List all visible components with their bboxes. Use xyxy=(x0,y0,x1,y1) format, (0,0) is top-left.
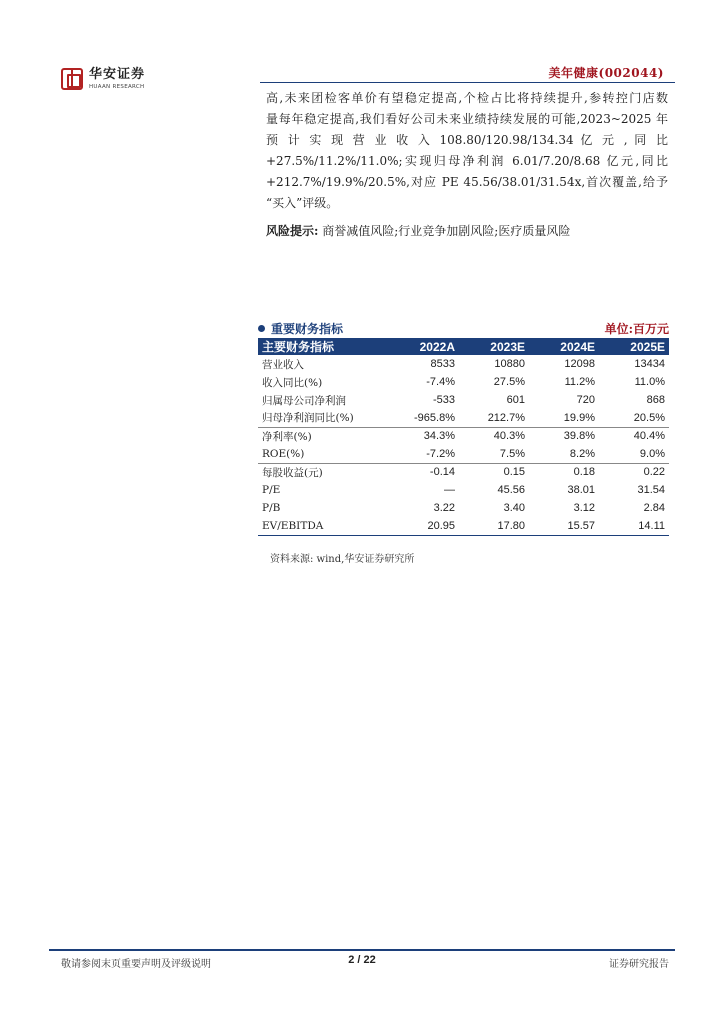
cell-value: 10880 xyxy=(494,358,525,370)
header-year: 2023E xyxy=(459,338,529,355)
table-row xyxy=(258,481,669,499)
cell-value: 2.84 xyxy=(643,502,665,514)
paragraph-line: 高,未来团检客单价有望稳定提高,个检占比将持续提升,参转控门店数 xyxy=(266,91,668,105)
row-label: P/E xyxy=(262,484,281,496)
row-label: EV/EBITDA xyxy=(258,517,389,535)
footer-report-type: 证券研究报告 xyxy=(609,959,669,970)
report-title: 美年健康(002044) xyxy=(548,66,664,80)
logo-mark-icon xyxy=(61,68,83,90)
cell-value: 40.4% xyxy=(633,430,665,443)
cell-value: 12098 xyxy=(564,358,595,370)
cell-value: -7.4% xyxy=(426,376,455,388)
body-paragraph xyxy=(266,88,668,214)
row-label: 每股收益(元) xyxy=(262,466,323,479)
row-label: 归母净利润同比(%) xyxy=(258,409,389,427)
table-row xyxy=(258,445,669,463)
cell-value: 8.2% xyxy=(529,445,599,463)
cell-value: 0.18 xyxy=(573,466,595,479)
table-row xyxy=(258,409,669,427)
row-label: 归属母公司净利润 xyxy=(262,394,346,407)
paragraph-line: “买入”评级。 xyxy=(266,196,339,210)
company-logo xyxy=(61,68,145,90)
cell-value: 0.22 xyxy=(643,466,665,479)
header-label: 主要财务指标 xyxy=(258,338,389,355)
header-divider xyxy=(260,82,675,83)
cell-value: 27.5% xyxy=(493,376,525,388)
row-label: 收入同比(%) xyxy=(262,376,323,389)
footer-disclaimer-note: 敬请参阅末页重要声明及评级说明 xyxy=(61,959,211,970)
cell-value: — xyxy=(444,484,455,496)
cell-value: -965.8% xyxy=(389,409,459,427)
paragraph-line: +27.5%/11.2%/11.0%;实现归母净利润 6.01/7.20/8.68 亿元,同比 xyxy=(266,154,668,168)
cell-value: 720 xyxy=(576,394,595,406)
cell-value: 601 xyxy=(506,394,525,406)
row-label: 净利率(%) xyxy=(262,430,312,443)
table-header-row xyxy=(258,338,669,355)
header-year: 2024E xyxy=(529,338,599,355)
table-row xyxy=(258,355,669,373)
logo-english-name: HUAAN RESEARCH xyxy=(89,84,145,90)
table-row xyxy=(258,499,669,517)
table-title: 重要财务指标 xyxy=(271,322,344,336)
row-label: P/B xyxy=(262,502,281,514)
cell-value: 3.22 xyxy=(433,502,455,514)
cell-value: 7.5% xyxy=(459,445,529,463)
cell-value: 14.11 xyxy=(599,517,669,535)
cell-value: 34.3% xyxy=(423,430,455,443)
cell-value: 17.80 xyxy=(459,517,529,535)
table-row xyxy=(258,517,669,535)
footer-divider xyxy=(49,949,675,951)
cell-value: 3.12 xyxy=(573,502,595,514)
cell-value: 38.01 xyxy=(567,484,595,496)
cell-value: 45.56 xyxy=(497,484,525,496)
row-label: 营业收入 xyxy=(262,358,304,371)
cell-value: 39.8% xyxy=(563,430,595,443)
risk-label: 风险提示: xyxy=(266,224,319,238)
cell-value: 15.57 xyxy=(529,517,599,535)
row-label: ROE(%) xyxy=(258,445,389,463)
table-source-note: 资料来源: wind,华安证券研究所 xyxy=(270,554,415,565)
table-row xyxy=(258,373,669,391)
financial-indicators-table xyxy=(258,338,669,536)
cell-value: 31.54 xyxy=(637,484,665,496)
table-row xyxy=(258,427,669,445)
risk-warning xyxy=(266,222,570,239)
table-caption-row xyxy=(258,320,669,337)
cell-value: 19.9% xyxy=(529,409,599,427)
cell-value: 868 xyxy=(646,394,665,406)
bullet-icon xyxy=(258,325,265,332)
logo-chinese-name: 华安证券 xyxy=(89,67,146,82)
page-number: 2 / 22 xyxy=(348,954,376,966)
table-row xyxy=(258,391,669,409)
cell-value: 20.95 xyxy=(389,517,459,535)
cell-value: 9.0% xyxy=(599,445,669,463)
header-year: 2022A xyxy=(389,338,459,355)
cell-value: 212.7% xyxy=(459,409,529,427)
cell-value: 40.3% xyxy=(493,430,525,443)
cell-value: 0.15 xyxy=(503,466,525,479)
paragraph-line: 预 计 实 现 营 业 收 入 108.80/120.98/134.34 亿 元 , 同 比 xyxy=(266,133,668,147)
cell-value: -7.2% xyxy=(389,445,459,463)
paragraph-line: 量每年稳定提高,我们看好公司未来业绩持续发展的可能,2023~2025 年 xyxy=(266,112,668,126)
risk-text: 商誉减值风险;行业竞争加剧风险;医疗质量风险 xyxy=(322,224,571,238)
header-year: 2025E xyxy=(599,338,669,355)
cell-value: -0.14 xyxy=(429,466,455,479)
table-unit: 单位:百万元 xyxy=(604,322,669,336)
table-row xyxy=(258,463,669,481)
cell-value: 11.0% xyxy=(634,376,665,388)
cell-value: 3.40 xyxy=(503,502,525,514)
paragraph-line: +212.7%/19.9%/20.5%,对应 PE 45.56/38.01/31.54x,首次覆盖,给予 xyxy=(266,175,668,189)
cell-value: 20.5% xyxy=(599,409,669,427)
cell-value: 13434 xyxy=(634,358,665,370)
cell-value: -533 xyxy=(432,394,455,406)
cell-value: 8533 xyxy=(430,358,455,370)
cell-value: 11.2% xyxy=(564,376,595,388)
